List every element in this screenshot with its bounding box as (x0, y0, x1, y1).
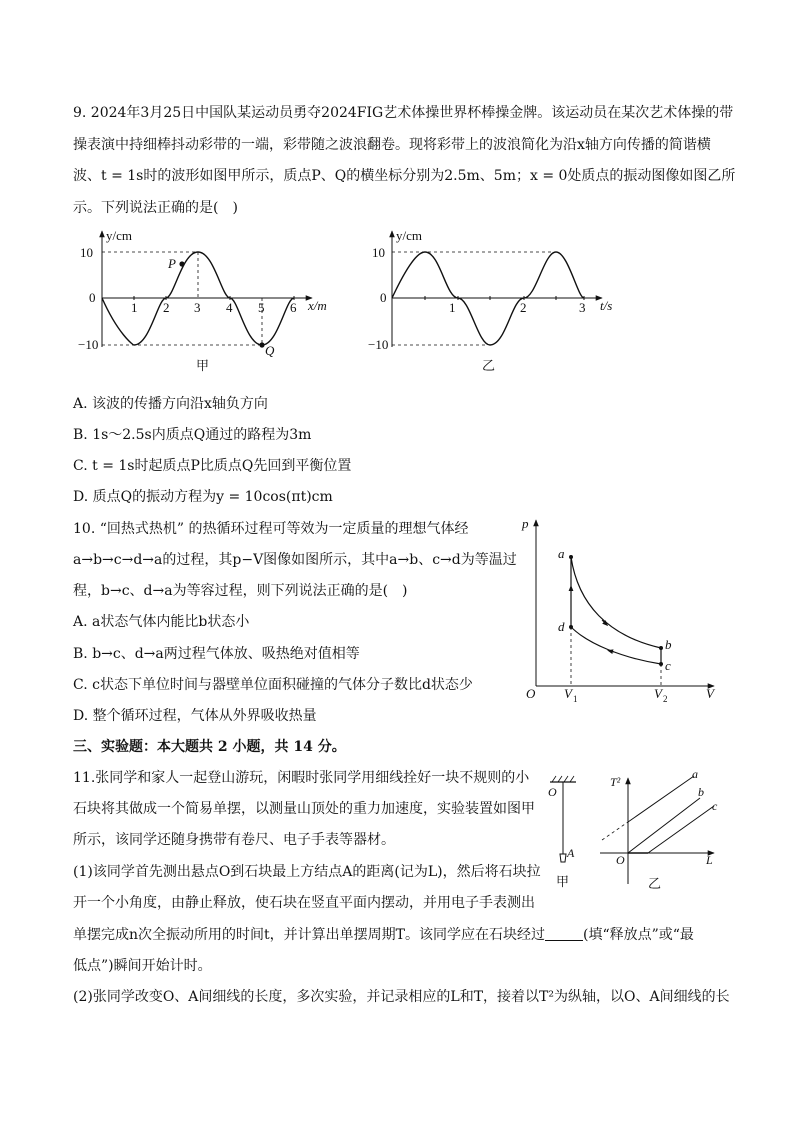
q9-line-2: 操表演中持细棒抖动彩带的一端，彩带随之波浪翻卷。现将彩带上的波浪简化为沿x轴方向传播的简谐横 (73, 137, 711, 153)
tick-0: 0 (380, 290, 387, 305)
line-b (628, 798, 700, 853)
point-p-dot (179, 261, 184, 266)
section-heading: 三、实验题：本大题共 2 小题，共 14 分。 (73, 739, 346, 755)
q10-line-2: a→b→c→d→a的过程，其p−V图像如图所示，其中a→b、c→d为等温过 (73, 552, 517, 568)
line-b-label: b (698, 785, 704, 799)
q9-option-d: D. 质点Q的振动方程为y = 10cos(πt)cm (73, 489, 333, 505)
origin-label: O (526, 686, 536, 701)
point-a-label: a (558, 546, 565, 561)
caption-jia: 甲 (196, 358, 210, 373)
tick-10: 10 (80, 245, 93, 260)
q11-line-6-before: 单摆完成n次全振动所用的时间t，并计算出单摆周期T。该同学应在石块经过 (73, 927, 545, 943)
q11-line-7: 低点”)瞬间开始计时。 (73, 958, 212, 974)
tick-neg10: −10 (78, 337, 99, 352)
q11-line-1: 11.张同学和家人一起登山游玩，闲暇时张同学用细线拴好一块不规则的小 (73, 770, 530, 786)
t2-axis-label: T² (610, 775, 621, 789)
q11-line-2: 石块将其做成一个简易单摆，以测量山顶处的重力加速度，实验装置如图甲 (73, 801, 535, 817)
x-axis-label: x/m (308, 298, 327, 313)
q11-line-6-after: (填“释放点”或“最 (582, 927, 694, 943)
t2-l-figure (596, 764, 728, 894)
q10-option-b: B. b→c、d→a两过程气体放、吸热绝对值相等 (73, 646, 360, 662)
line-a-label: a (692, 767, 698, 781)
label-p: P (168, 256, 176, 271)
isotherm-ab (571, 557, 661, 648)
point-q-dot (259, 342, 264, 347)
tick-x-1: 1 (131, 300, 138, 315)
q11-line-4: (1)该同学首先测出悬点O到石块最上方结点A的距离(记为L)，然后将石块拉 (73, 864, 541, 880)
q11-line-8: (2)张同学改变O、A间细线的长度，多次实验，并记录相应的L和T，接着以T²为纵轴，以O、A间细线的长 (73, 989, 730, 1005)
tick-t-3: 3 (579, 300, 586, 315)
point-d-label: d (558, 619, 565, 634)
tick-x-3: 3 (194, 300, 201, 315)
p-axis-label: p (522, 516, 529, 531)
y-axis-label: y/cm (396, 228, 422, 243)
label-q: Q (265, 343, 275, 358)
point-c-label: c (665, 658, 671, 673)
x-axis-label: t/s (600, 298, 613, 313)
tick-x-2: 2 (163, 300, 170, 315)
q11-line-5: 开一个小角度，由静止释放，使石块在竖直平面内摆动，并用电子手表测出 (73, 895, 535, 911)
y-axis-label: y/cm (106, 228, 132, 243)
v2-label: V (654, 686, 662, 701)
q9-line-3: 波、t = 1s时的波形如图甲所示，质点P、Q的横坐标分别为2.5m、5m；x = 0处质点的振动图像如图乙所 (73, 168, 736, 184)
v1-label: V (564, 686, 572, 701)
q9-option-a: A. 该波的传播方向沿x轴负方向 (73, 396, 268, 412)
line-a (628, 776, 694, 822)
line-c-label: c (712, 799, 718, 813)
tick-x-4: 4 (226, 300, 233, 315)
q10-line-1: 10. “回热式热机” 的热循环过程可等效为一定质量的理想气体经 (73, 521, 469, 537)
vibration-figure-yi (366, 224, 626, 376)
q11-line-3: 所示，该同学还随身携带有卷尺、电子手表等器材。 (73, 832, 395, 848)
q9-line-1: 9. 2024年3月25日中国队某运动员勇夺2024FIG艺术体操世界杯棒操金牌。该运动员在某次艺术体操的带 (73, 105, 734, 121)
q9-line-4: 示。下列说法正确的是( ) (73, 200, 238, 216)
q9-option-c: C. t = 1s时起质点P比质点Q先回到平衡位置 (73, 458, 352, 474)
q10-option-c: C. c状态下单位时间与器壁单位面积碰撞的气体分子数比d状态少 (73, 677, 473, 693)
v2-subscript: 2 (663, 694, 668, 704)
tick-t-1: 1 (449, 300, 456, 315)
caption-yi: 乙 (482, 358, 496, 373)
q10-option-a: A. a状态气体内能比b状态小 (73, 614, 250, 630)
l-axis-label: L (706, 853, 713, 867)
q9-option-b: B. 1s～2.5s内质点Q通过的路程为3m (73, 427, 312, 443)
origin-label: O (616, 853, 625, 867)
pendulum-a-label: A (567, 846, 575, 860)
tick-neg10: −10 (368, 337, 389, 352)
caption-jia: 甲 (556, 874, 570, 889)
pendulum-o-label: O (548, 785, 557, 799)
q10-line-3: 程，b→c、d→a为等容过程，则下列说法正确的是( ) (73, 583, 408, 599)
wave-figure-jia (78, 224, 343, 376)
q11-line-6 (73, 925, 694, 945)
caption-yi: 乙 (648, 876, 662, 891)
pv-diagram (518, 514, 724, 706)
v-axis-label: V (706, 686, 714, 701)
tick-10: 10 (372, 245, 385, 260)
tick-t-2: 2 (520, 300, 527, 315)
answer-blank (545, 926, 583, 941)
point-b-label: b (665, 637, 672, 652)
q10-option-d: D. 整个循环过程，气体从外界吸收热量 (73, 708, 317, 724)
tick-x-6: 6 (290, 300, 297, 315)
isotherm-cd (571, 627, 661, 664)
v1-subscript: 1 (573, 694, 578, 704)
tick-0: 0 (89, 290, 96, 305)
pendulum-figure (538, 768, 588, 896)
tick-x-5: 5 (258, 300, 265, 315)
